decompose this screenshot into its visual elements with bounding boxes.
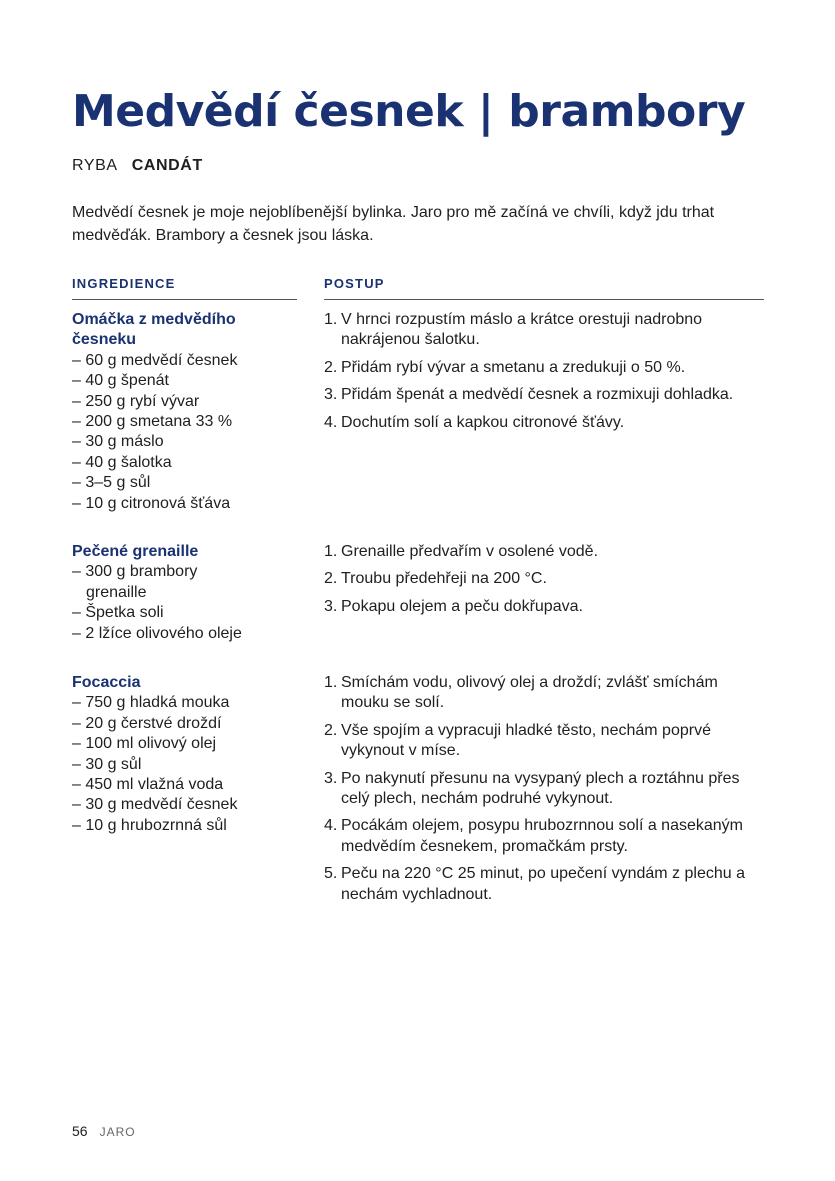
- steps-section-potatoes: [324, 542, 764, 624]
- ingredient-item: – 40 g špenát: [72, 371, 302, 391]
- step-text: V hrnci rozpustím máslo a krátce orestuji nadrobno nakrájenou šalotku.: [341, 311, 703, 349]
- step-item: [324, 769, 764, 810]
- step-item: [324, 385, 764, 405]
- steps-section-focaccia: [324, 673, 764, 912]
- step-number: 2.: [324, 721, 338, 739]
- step-item: [324, 816, 764, 857]
- page-number: 56: [72, 1123, 88, 1139]
- ingredients-section-focaccia: [72, 673, 302, 836]
- ingredient-item: – 300 g brambory grenaille: [72, 562, 222, 603]
- ingredient-item: – 2 lžíce olivového oleje: [72, 624, 316, 644]
- recipe-intro: Medvědí česnek je moje nejoblíbenější bylinka. Jaro pro mě začíná ve chvíli, když jdu trhat medvěďák. Brambory a česnek jsou láska.: [72, 204, 715, 244]
- step-item: [324, 569, 764, 589]
- section-title: Pečené grenaille: [72, 543, 199, 560]
- ingredient-item: – Špetka soli: [72, 603, 316, 623]
- page-footer: [72, 1122, 136, 1141]
- ingredient-item: – 10 g citronová šťáva: [72, 494, 302, 514]
- ingredient-item: – 60 g medvědí česnek: [72, 351, 302, 371]
- step-number: 1.: [324, 674, 338, 691]
- step-text: Grenaille předvařím v osolené vodě.: [341, 543, 599, 560]
- ingredient-list: [72, 693, 302, 836]
- step-text: Přidám špenát a medvědí česnek a rozmixuji dohladka.: [341, 386, 734, 404]
- recipe-category: [72, 155, 203, 177]
- step-text: Peču na 220 °C 25 minut, po upečení vyndám z plechu a nechám vychladnout.: [341, 865, 745, 903]
- step-item: [324, 721, 764, 762]
- step-text: Přidám rybí vývar a smetanu a zredukuji o 50 %.: [341, 358, 686, 376]
- step-item: [324, 597, 764, 617]
- ingredient-item: – 450 ml vlažná voda: [72, 775, 302, 795]
- step-item: [324, 673, 764, 714]
- ingredient-item: – 750 g hladká mouka: [72, 693, 302, 713]
- step-text: Po nakynutí přesunu na vysypaný plech a roztáhnu přes celý plech, nechám podruhé vykynout.: [341, 769, 740, 808]
- step-item: [324, 864, 764, 905]
- ingredient-item: – 20 g čerstvé droždí: [72, 714, 302, 734]
- step-number: 3.: [324, 597, 338, 615]
- ingredient-item: – 40 g šalotka: [72, 453, 302, 473]
- ingredient-item: – 200 g smetana 33 %: [72, 412, 302, 432]
- procedure-header: POSTUP: [324, 276, 764, 300]
- footer-section: JARO: [99, 1125, 136, 1139]
- ingredient-item: – 30 g sůl: [72, 755, 302, 775]
- step-text: Dochutím solí a kapkou citronové šťávy.: [341, 413, 625, 431]
- step-text: Pokapu olejem a peču dokřupava.: [341, 597, 583, 615]
- step-number: 1.: [324, 311, 338, 328]
- category-sub: CANDÁT: [131, 157, 203, 174]
- ingredients-section-sauce: [72, 310, 302, 514]
- ingredients-header: INGREDIENCE: [72, 276, 297, 300]
- step-number: 2.: [324, 570, 338, 588]
- step-text: Pocákám olejem, posypu hrubozrnnou solí a nasekaným medvědím česnekem, promačkám prsty.: [341, 817, 743, 855]
- steps-section-sauce: [324, 310, 764, 440]
- category-main: RYBA: [72, 157, 118, 174]
- ingredient-item: – 3–5 g sůl: [72, 473, 302, 493]
- step-number: 1.: [324, 543, 338, 560]
- step-number: 5.: [324, 865, 338, 883]
- ingredient-list: [72, 562, 242, 644]
- step-text: Vše spojím a vypracuji hladké těsto, nechám poprvé vykynout v míse.: [341, 721, 711, 760]
- ingredient-item: – 10 g hrubozrnná sůl: [72, 816, 302, 836]
- ingredients-section-potatoes: [72, 542, 302, 644]
- section-title: Omáčka z medvědího česneku: [72, 311, 236, 349]
- step-number: 4.: [324, 413, 338, 431]
- ingredient-item: – 30 g medvědí česnek: [72, 795, 302, 815]
- ingredient-list: [72, 351, 302, 514]
- ingredient-item: – 250 g rybí vývar: [72, 392, 302, 412]
- step-item: [324, 413, 764, 433]
- step-item: [324, 358, 764, 378]
- step-item: [324, 310, 764, 351]
- step-number: 2.: [324, 358, 338, 376]
- step-number: 3.: [324, 769, 338, 787]
- page-title: Medvědí česnek | brambory: [72, 86, 746, 137]
- ingredient-item: – 100 ml olivový olej: [72, 734, 302, 754]
- step-item: [324, 542, 764, 562]
- step-number: 4.: [324, 817, 338, 835]
- section-title: Focaccia: [72, 674, 141, 691]
- step-text: Troubu předehřeji na 200 °C.: [341, 570, 547, 588]
- step-text: Smíchám vodu, olivový olej a droždí; zvlášť smíchám mouku se solí.: [341, 674, 718, 712]
- ingredient-item: – 30 g máslo: [72, 432, 302, 452]
- step-number: 3.: [324, 386, 338, 404]
